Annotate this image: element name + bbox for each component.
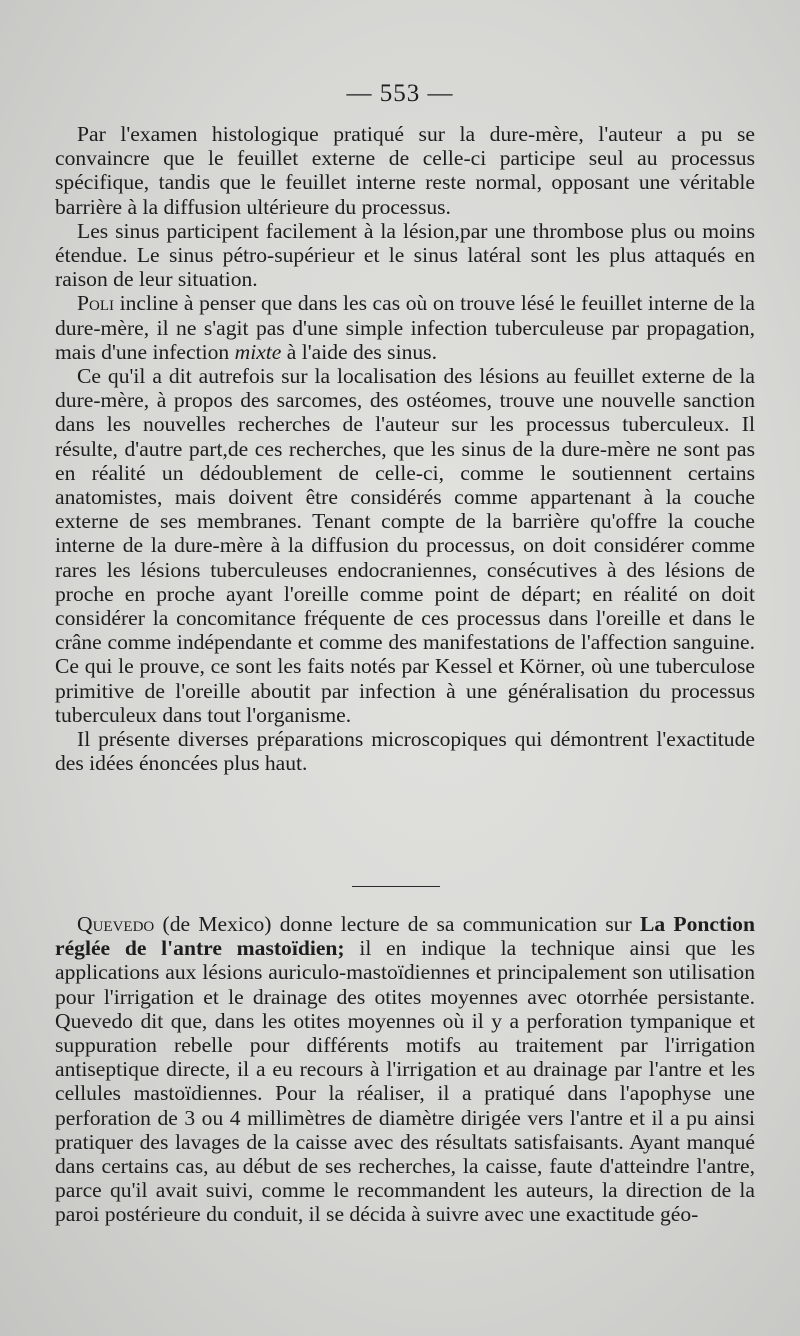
paragraph-sinus: Les sinus participent facilement à la lésion,par une thrombose plus ou moins étendue. Le sinus pétro-supérieur et le sinus latéral sont les plus attaqués en raison de leur situation. [55, 218, 755, 292]
page-number: — 553 — [346, 80, 454, 107]
author-name-quevedo: Quevedo [77, 912, 155, 936]
communication-title: La Ponction réglée de l'antre mastoïdien; [55, 912, 755, 961]
body-text-lower [55, 912, 755, 1227]
paragraph-localisation: Ce qu'il a dit autrefois sur la localisation des lésions au feuillet externe de la dure-mère, à propos des sarcomes, des ostéomes, trouve une nouvelle sanction dans les nouvelles recherches de l'auteur sur les processus tuberculeux. Il résulte, d'autre part,de ces recherches, que les sinus de la dure-mère ne sont pas en réalité un dédoublement de celle-ci, comme le soutiennent certains anatomistes, mais doivent être considérés comme appartenant à la couche externe de ses membranes. Tenant compte de la barrière qu'offre la couche interne de la dure-mère à la diffusion du processus, on doit considérer comme rares les lésions tuberculeuses endocraniennes, consécutives à des lésions de proche en proche ayant l'oreille comme point de départ; en réalité on doit considérer la concomitance fréquente de ces processus dans l'oreille et dans le crâne comme indépendante et comme des manifestations de l'affection sanguine. Ce qui le prouve, ce sont les faits notés par Kessel et Körner, où une tuberculose primitive de l'oreille aboutit par infection à une généralisation du processus tuberculeux dans tout l'organisme. [55, 364, 755, 727]
italic-mixte: mixte [234, 339, 282, 364]
paragraph-histology: Par l'examen histologique pratiqué sur la dure-mère, l'auteur a pu se convaincre que le feuillet externe de celle-ci participe seul au processus spécifique, tandis que le feuillet interne reste normal, opposant une véritable barrière à la diffusion ultérieure du processus. [55, 122, 755, 219]
paragraph-poli [55, 291, 755, 364]
author-name-poli: Poli [77, 291, 114, 316]
paragraph-quevedo [55, 912, 755, 1227]
poli-text-1: incline à penser que dans les cas où on trouve lésé le feuillet interne de la dure-mère, il ne s'agit pas d'une simple infection tuberculeuse par propagation, mais d'une infection [55, 291, 755, 364]
section-divider [352, 886, 440, 887]
body-text-upper [55, 122, 755, 775]
paragraph-preparations: Il présente diverses préparations microscopiques qui démontrent l'exactitude des idées énoncées plus haut. [55, 727, 755, 776]
poli-text-2: à l'aide des sinus. [281, 339, 437, 364]
quevedo-text: il en indique la technique ainsi que les applications aux lésions auriculo-mastoïdiennes et principalement son utilisation pour l'irrigation et le drainage des otites moyennes avec otorrhée persistante. Quevedo dit que, dans les otites moyennes où il y a perforation tympanique et suppuration rebelle pour différents motifs au traitement par l'irrigation antiseptique directe, il a eu recours à l'irrigation et au drainage par l'antre et les cellules mastoïdiennes. Pour la réaliser, il a pratiqué dans l'apophyse une perforation de 3 ou 4 millimètres de diamètre dirigée vers l'antre et il a pu ainsi pratiquer des lavages de la caisse avec des résultats satisfaisants. Ayant manqué dans certains cas, au début de ses recherches, la caisse, faute d'atteindre l'antre, parce qu'il avait suivi, comme le recommandent les auteurs, la direction de la paroi postérieure du conduit, il se décida à suivre avec une exactitude géo- [55, 936, 755, 1227]
quevedo-intro: (de Mexico) donne lecture de sa communication sur [154, 912, 640, 936]
